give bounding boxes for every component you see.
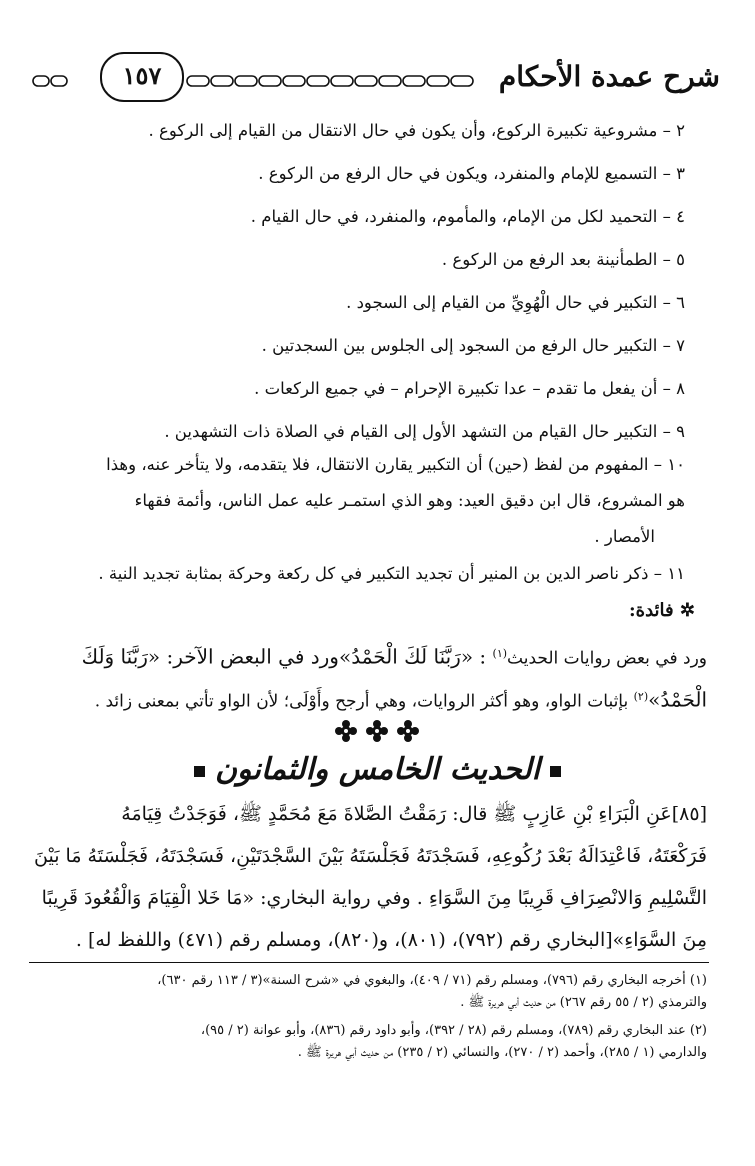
ring-chain-ornament-left-icon bbox=[32, 74, 68, 88]
square-bullet-icon bbox=[550, 766, 561, 777]
footnote-line: (١) أخرجه البخاري رقم (٧٩٦)، ومسلم رقم (٧١ / ٤٠٩)، والبغوي في «شرح السنة»(٣ / ١١٣ رقم ٦٣٠)، bbox=[157, 973, 707, 988]
list-item: ٩ – التكبير حال القيام من التشهد الأول إلى القيام في الصلاة ذات التشهدين . bbox=[164, 422, 685, 441]
list-item: ٤ – التحميد لكل من الإمام، والمأموم، والمنفرد، في حال القيام . bbox=[250, 207, 685, 226]
footnote-1 bbox=[27, 970, 707, 1014]
paragraph-line: هو المشروع، قال ابن دقيق العيد: وهو الذي استمـر عليه عمل الناس، وأئمة فقهاء bbox=[134, 491, 685, 510]
footnote-line: (٢) عند البخاري رقم (٧٨٩)، ومسلم رقم (٢٨ / ٣٩٢)، وأبو داود رقم (٨٣٦)، وأبو عوانة (٢ / ٩٥)، bbox=[200, 1023, 707, 1038]
list-item: ٦ – التكبير في حال الْهُوِيِّ من القيام إلى السجود . bbox=[346, 293, 685, 312]
paragraph-line: مِنَ السَّوَاءِ»[البخاري رقم (٧٩٢)، (٨٠١)، و(٨٢٠)، ومسلم رقم (٤٧١) واللفظ له] . bbox=[75, 929, 707, 951]
square-bullet-icon bbox=[194, 766, 205, 777]
benefit-text: الْحَمْدُ» bbox=[648, 687, 707, 712]
footnote-ref: (١) bbox=[492, 647, 508, 660]
page-header bbox=[30, 52, 720, 102]
list-item: ٢ – مشروعية تكبيرة الركوع، وأن يكون في حال الانتقال من القيام إلى الركوع . bbox=[148, 121, 685, 140]
footnote-ref: (٢) bbox=[633, 689, 649, 703]
paragraph-line: ١٠ – المفهوم من لفظ (حين) أن التكبير يقارن الانتقال، فلا يتقدمه، ولا يتأخر عنه، وهذا bbox=[106, 455, 685, 474]
section-heading bbox=[0, 752, 755, 787]
list-item: ٣ – التسميع للإمام والمنفرد، ويكون في حال الرفع من الركوع . bbox=[258, 164, 685, 183]
list-item-10 bbox=[25, 447, 685, 555]
triple-flower-ornament-icon bbox=[330, 716, 425, 746]
footnote-line: والترمذي (٢ / ٥٥ رقم ٢٦٧) من حديث أبي هريرة ﷺ . bbox=[460, 995, 707, 1010]
benefit-text: ورد في بعض روايات الحديث bbox=[507, 648, 707, 669]
footnote-2 bbox=[27, 1020, 707, 1064]
footnote-divider bbox=[29, 962, 709, 963]
hadith-text bbox=[27, 793, 707, 961]
list-item-11: ١١ – ذكر ناصر الدين بن المنير أن تجديد التكبير في كل ركعة وحركة بمثابة تجديد النية . bbox=[98, 564, 685, 583]
ring-chain-ornament-icon bbox=[185, 74, 485, 88]
paragraph-line: [٨٥]عَنِ الْبَرَاءِ بْنِ عَازِبٍ ﷺ قال: رَمَقْتُ الصَّلاةَ مَعَ مُحَمَّدٍ ﷺ، فَوَجَدْتُ قِيَامَهُ bbox=[121, 803, 707, 825]
benefit-text: بإثبات الواو، وهو أكثر الروايات، وهي أرجح وأَوْلَى؛ لأن الواو تأتي بمعنى زائد . bbox=[94, 691, 634, 712]
benefit-heading: ✲ فائدة: bbox=[629, 600, 695, 621]
book-title: شرح عمدة الأحكام bbox=[498, 60, 720, 93]
benefit-paragraph bbox=[27, 635, 707, 720]
paragraph-line: فَرَكْعَتَهُ، فَاعْتِدَالَهُ بَعْدَ رُكُوعِهِ، فَسَجْدَتَهُ فَجَلْسَتَهُ بَيْنَ السَّجْدَتَيْنِ، فَسَجْدَتَهُ، فَجَلْسَتَهُ مَا بَيْنَ bbox=[34, 845, 707, 867]
section-heading-text: الحديث الخامس والثمانون bbox=[215, 752, 540, 787]
benefits-list bbox=[45, 120, 685, 464]
page-number: ١٥٧ bbox=[100, 52, 184, 102]
list-item: ٨ – أن يفعل ما تقدم – عدا تكبيرة الإحرام – في جميع الركعات . bbox=[254, 379, 685, 398]
benefit-text: : «رَبَّنَا لَكَ الْحَمْدُ»ورد في البعض الآخر: «رَبَّنَا وَلَكَ bbox=[81, 644, 493, 669]
paragraph-line: التَّسْلِيمِ وَالانْصِرَافِ قَرِيبًا مِنَ السَّوَاءِ . وفي رواية البخاري: «مَا خَلا الْقِيَامَ وَالْقُعُودَ قَرِيبًا bbox=[41, 887, 707, 909]
list-item: ٥ – الطمأنينة بعد الرفع من الركوع . bbox=[441, 250, 685, 269]
paragraph-line: الأمصار . bbox=[594, 527, 655, 546]
list-item: ٧ – التكبير حال الرفع من السجود إلى الجلوس بين السجدتين . bbox=[261, 336, 685, 355]
footnote-line: والدارمي (١ / ٢٨٥)، وأحمد (٢ / ٢٧٠)، والنسائي (٢ / ٢٣٥) من حديث أبي هريرة ﷺ . bbox=[297, 1045, 707, 1060]
